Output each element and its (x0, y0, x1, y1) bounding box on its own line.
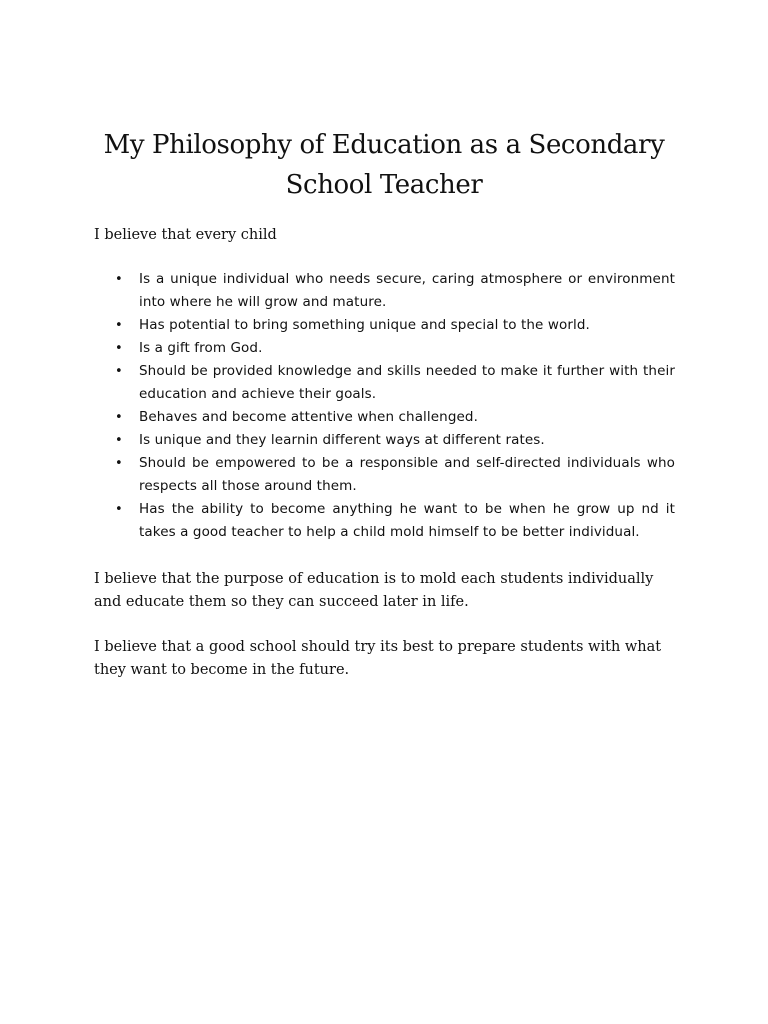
list-item (94, 452, 675, 498)
bullet-icon: • (115, 433, 123, 448)
list-item-text: Has potential to bring something unique and special to the world. (139, 317, 590, 333)
list-item (94, 498, 675, 544)
list-item-text: Is a unique individual who needs secure, caring atmosphere or environment into where he will grow and mature. (139, 271, 675, 310)
bullet-icon: • (115, 364, 123, 379)
list-item-text: Has the ability to become anything he want to be when he grow up nd it takes a good teacher to help a child mold himself to be better individual. (139, 501, 675, 540)
bullet-icon: • (115, 456, 123, 471)
title-line-2: School Teacher (285, 170, 483, 200)
list-item-text: Behaves and become attentive when challenged. (139, 409, 478, 425)
purpose-paragraph: I believe that the purpose of education is to mold each students individually and educate them so they can succeed later in life. (94, 571, 654, 610)
bullet-icon: • (115, 272, 123, 287)
list-item (94, 314, 675, 337)
list-item (94, 406, 675, 429)
list-item-text: Is unique and they learnin different ways at different rates. (139, 432, 545, 448)
bullet-icon: • (115, 502, 123, 517)
list-item (94, 429, 675, 452)
list-item (94, 337, 675, 360)
bullet-icon: • (115, 341, 123, 356)
list-item-text: Should be provided knowledge and skills needed to make it further with their education and achieve their goals. (139, 363, 675, 402)
bullet-icon: • (115, 318, 123, 333)
title-line-1: My Philosophy of Education as a Secondary (103, 130, 665, 160)
bullet-icon: • (115, 410, 123, 425)
list-item (94, 268, 675, 314)
belief-list (94, 268, 675, 544)
list-item-text: Should be empowered to be a responsible and self-directed individuals who respects all those around them. (139, 455, 675, 494)
list-item (94, 360, 675, 406)
list-item-text: Is a gift from God. (139, 340, 263, 356)
intro-text: I believe that every child (94, 227, 277, 243)
document-title (84, 125, 684, 205)
school-paragraph: I believe that a good school should try its best to prepare students with what they want to become in the future. (94, 639, 662, 678)
